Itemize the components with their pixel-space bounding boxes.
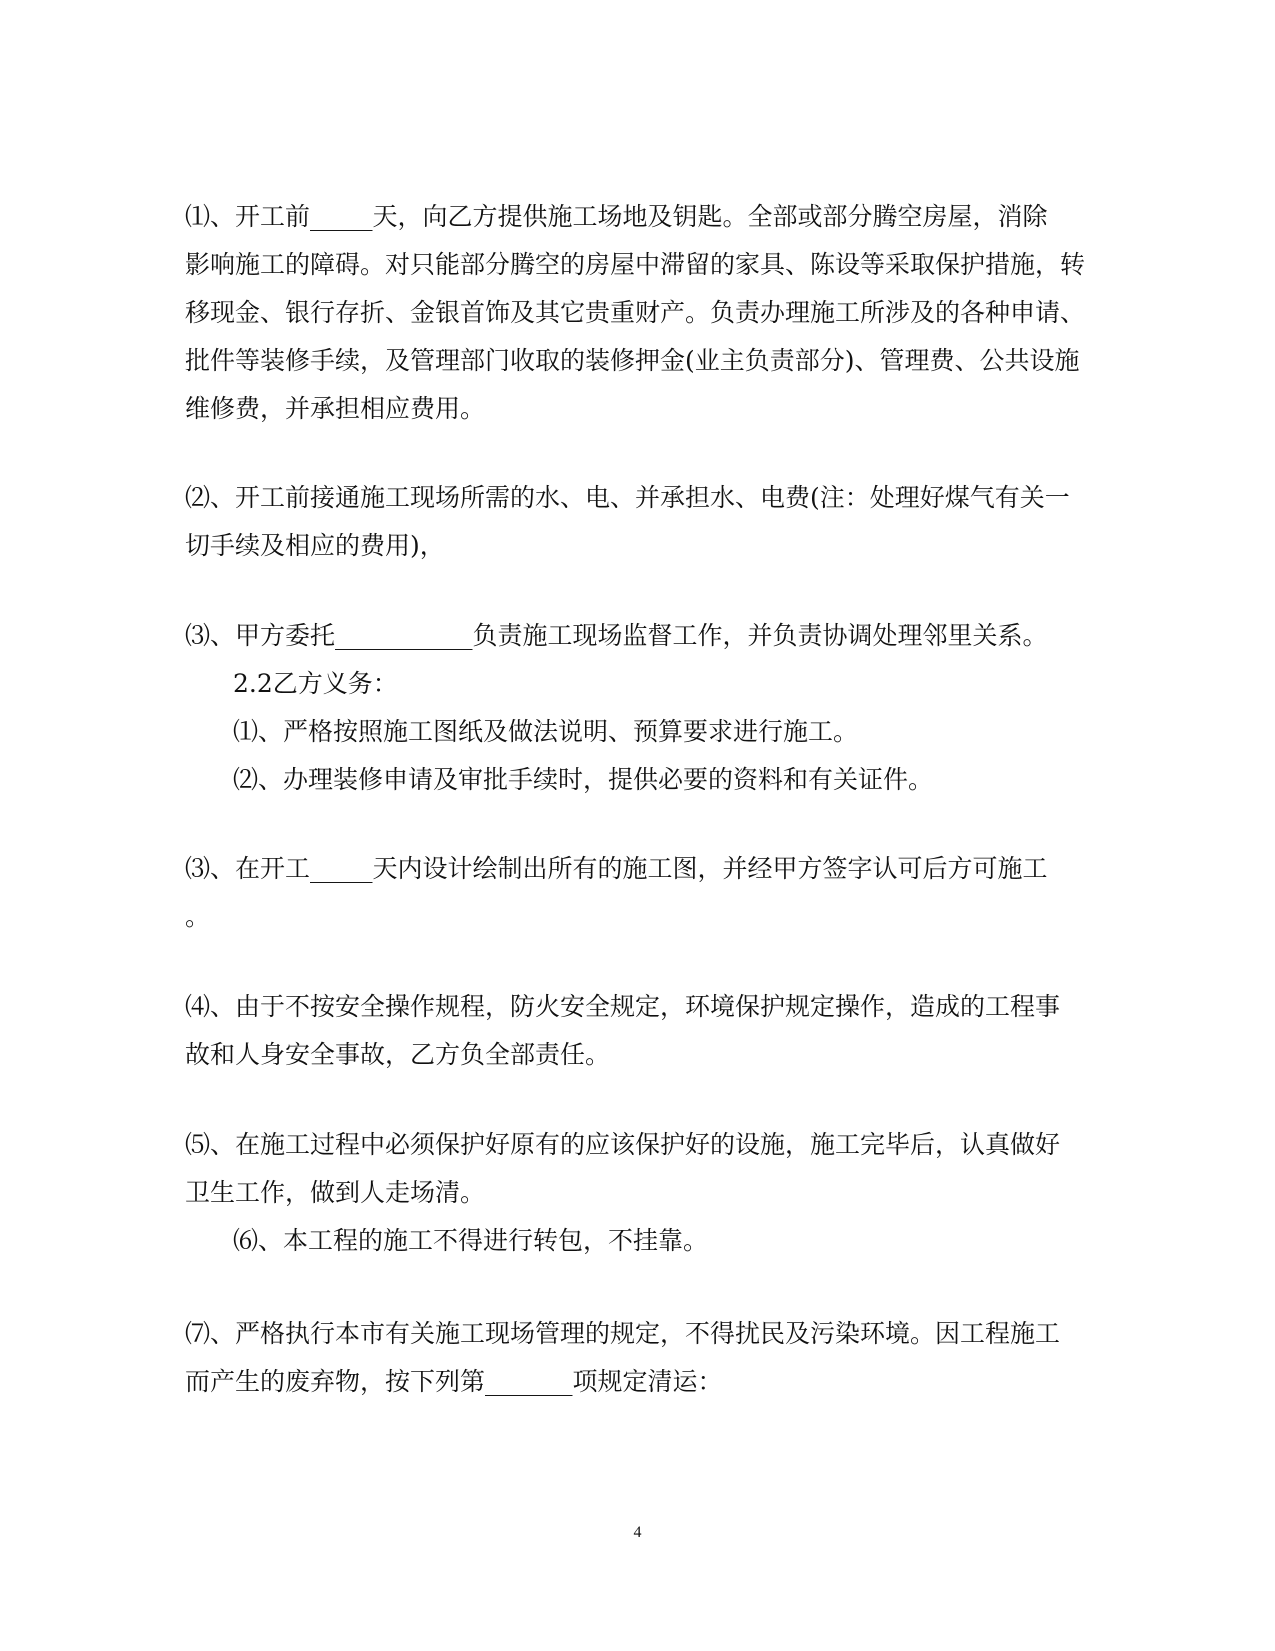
text-line: ⑴、开工前_____天，向乙方提供施工场地及钥匙。全部或部分腾空房屋，消除 bbox=[185, 202, 1048, 231]
text-line: ⑷、由于不按安全操作规程，防火安全规定，环境保护规定操作，造成的工程事 bbox=[185, 992, 1061, 1021]
paragraph-party-b-duty-7 bbox=[185, 1310, 1085, 1406]
text-line: 故和人身安全事故，乙方负全部责任。 bbox=[185, 1040, 611, 1069]
text-line: ⑹、本工程的施工不得进行转包，不挂靠。 bbox=[233, 1226, 709, 1255]
text-line: ⑺、严格执行本市有关施工现场管理的规定，不得扰民及污染环境。因工程施工 bbox=[185, 1319, 1061, 1348]
paragraph-party-a-duty-1 bbox=[185, 193, 1085, 433]
text-line: 。 bbox=[185, 902, 211, 931]
text-line: 切手续及相应的费用)， bbox=[185, 531, 445, 560]
text-line: ⑶、在开工_____天内设计绘制出所有的施工图，并经甲方签字认可后方可施工 bbox=[185, 854, 1048, 883]
text-line: ⑵、办理装修申请及审批手续时，提供必要的资料和有关证件。 bbox=[233, 765, 934, 794]
paragraph-party-b-duty-6 bbox=[233, 1217, 1133, 1265]
page-number: 4 bbox=[633, 1524, 642, 1541]
text-line: 移现金、银行存折、金银首饰及其它贵重财产。负责办理施工所涉及的各种申请、 bbox=[185, 298, 1086, 327]
text-line: 批件等装修手续，及管理部门收取的装修押金(业主负责部分)、管理费、公共设施 bbox=[185, 346, 1080, 375]
paragraph-party-b-duty-4 bbox=[185, 983, 1085, 1079]
paragraph-party-b-duty-2 bbox=[233, 756, 1133, 804]
paragraph-party-a-duty-3 bbox=[185, 612, 1085, 660]
paragraph-party-b-duty-5 bbox=[185, 1121, 1085, 1217]
text-line: ⑴、严格按照施工图纸及做法说明、预算要求进行施工。 bbox=[233, 717, 859, 746]
paragraph-party-b-duty-3 bbox=[185, 845, 1085, 941]
text-line: ⑸、在施工过程中必须保护好原有的应该保护好的设施，施工完毕后，认真做好 bbox=[185, 1130, 1061, 1159]
text-line: 维修费，并承担相应费用。 bbox=[185, 394, 486, 423]
text-line: 影响施工的障碍。对只能部分腾空的房屋中滞留的家具、陈设等采取保护措施，转 bbox=[185, 250, 1086, 279]
text-line: 卫生工作，做到人走场清。 bbox=[185, 1178, 486, 1207]
text-line: ⑶、甲方委托___________负责施工现场监督工作，并负责协调处理邻里关系。 bbox=[185, 621, 1048, 650]
section-heading-party-b-obligations bbox=[233, 660, 1133, 708]
paragraph-party-b-duty-1 bbox=[233, 708, 1133, 756]
paragraph-party-a-duty-2 bbox=[185, 474, 1085, 570]
text-line: ⑵、开工前接通施工现场所需的水、电、并承担水、电费(注：处理好煤气有关一 bbox=[185, 483, 1070, 512]
text-line: 而产生的废弃物，按下列第_______项规定清运： bbox=[185, 1367, 723, 1396]
text-line: 2.2乙方义务： bbox=[233, 669, 398, 698]
